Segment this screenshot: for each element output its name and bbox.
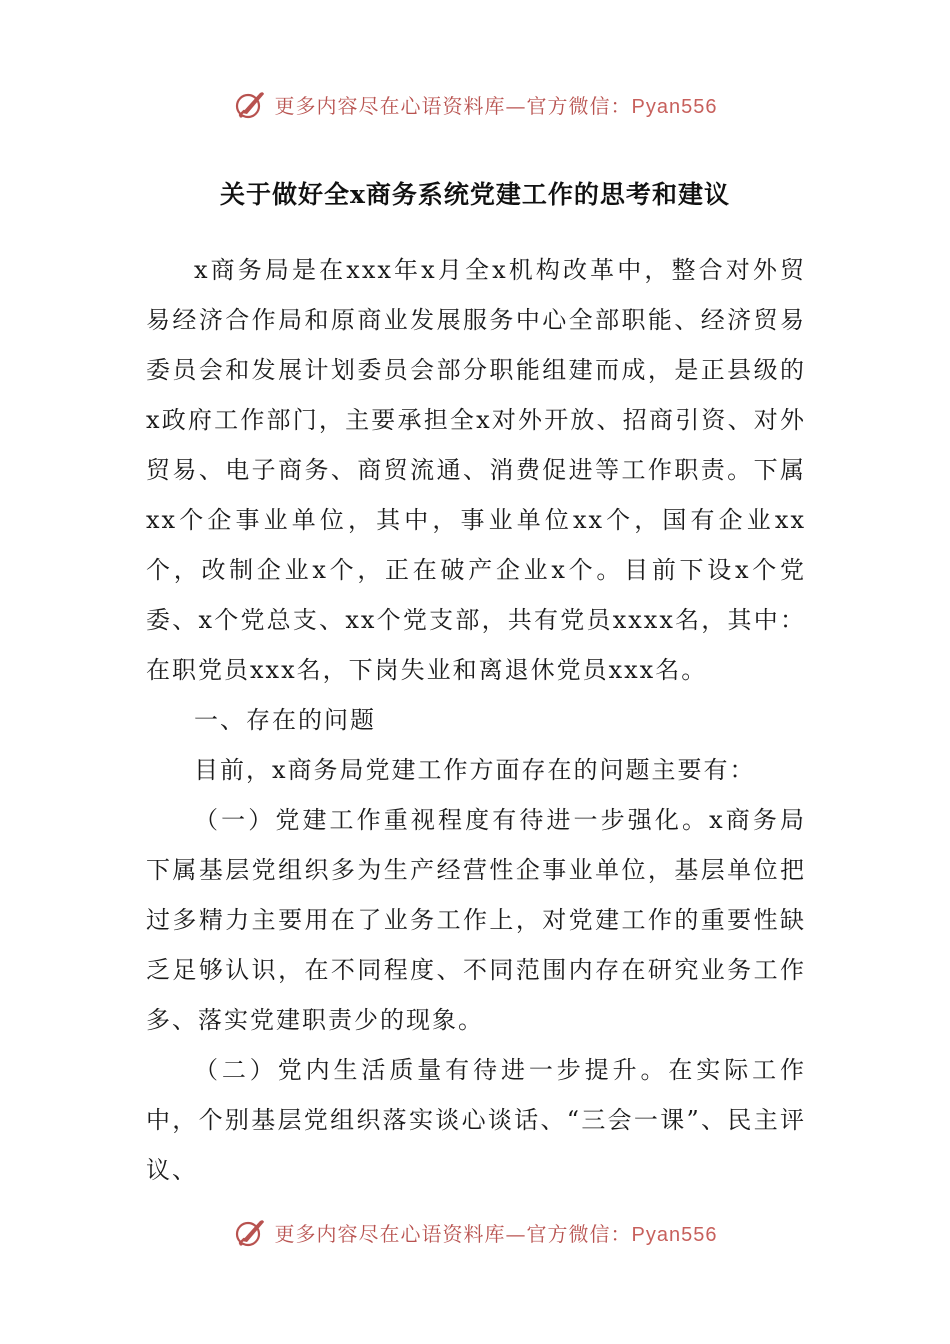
wechat-id: Pyan556 [631, 95, 718, 118]
paragraph-problem-1: （一）党建工作重视程度有待进一步强化。x商务局下属基层党组织多为生产经营性企事业单位，基层单位把过多精力主要用在了业务工作上，对党建工作的重要性缺乏足够认识，在不同程度、不同范围内存在研究业务工作多、落实党建职责少的现象。 [146, 806, 806, 1034]
paragraph-problem-2: （二）党内生活质量有待进一步提升。在实际工作中，个别基层党组织落实谈心谈话、“三会一课”、民主评议、 [146, 1056, 806, 1184]
watermark-banner-top [0, 84, 950, 124]
paragraph-problems-lead: 目前，x商务局党建工作方面存在的问题主要有： [194, 756, 756, 784]
watermark-banner-bottom [0, 1212, 950, 1252]
watermark-label: 更多内容尽在心语资料库—官方微信： [274, 93, 632, 118]
watermark-text [275, 1218, 718, 1247]
document-body [146, 245, 806, 1195]
watermark-text [275, 90, 718, 119]
watermark-label: 更多内容尽在心语资料库—官方微信： [274, 1221, 632, 1246]
quill-pen-logo-icon [233, 1215, 267, 1249]
quill-pen-logo-icon [233, 87, 267, 121]
section-heading-problems: 一、存在的问题 [194, 706, 376, 734]
paragraph-intro: x商务局是在xxx年x月全x机构改革中，整合对外贸易经济合作局和原商业发展服务中心全部职能、经济贸易委员会和发展计划委员会部分职能组建而成，是正县级的x政府工作部门，主要承担全x对外开放、招商引资、对外贸易、电子商务、商贸流通、消费促进等工作职责。下属xx个企事业单位，其中，事业单位xx个，国有企业xx个，改制企业x个，正在破产企业x个。目前下设x个党委、x个党总支、xx个党支部，共有党员xxxx名，其中：在职党员xxx名，下岗失业和离退休党员xxx名。 [146, 256, 806, 684]
document-title: 关于做好全x商务系统党建工作的思考和建议 [220, 180, 730, 209]
wechat-id: Pyan556 [631, 1223, 718, 1246]
